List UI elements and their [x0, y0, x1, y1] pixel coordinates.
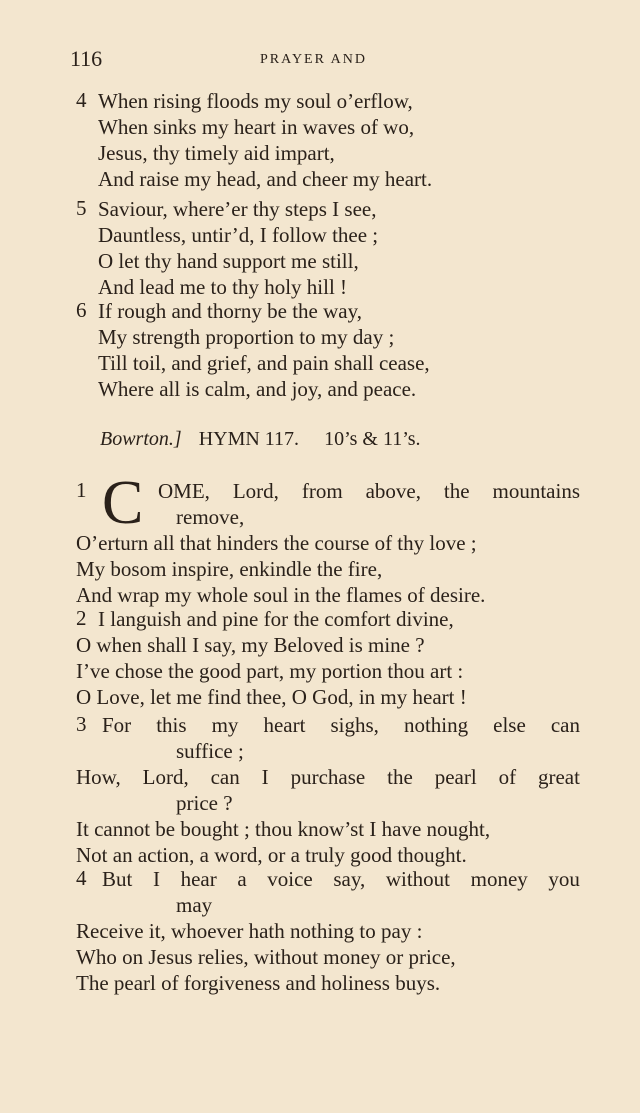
- word: hear: [180, 867, 217, 891]
- verse-line-continuation: may: [176, 893, 213, 917]
- hymn-stanza-1: [76, 469, 580, 608]
- hymn-title: HYMN 117.: [198, 428, 300, 450]
- verse-line: It cannot be bought ; thou know’st I have nought,: [76, 817, 491, 841]
- verse-line-continuation: remove,: [176, 505, 245, 529]
- verse-line-text: [76, 764, 580, 790]
- word: OME,: [158, 479, 210, 503]
- word: How,: [76, 765, 121, 789]
- hymn-stanza-3: [76, 712, 580, 868]
- verse-line: The pearl of forgiveness and holiness buys.: [76, 971, 441, 995]
- word: a: [237, 867, 247, 891]
- word: from: [301, 479, 343, 503]
- hymn-stanza-4: [76, 866, 580, 996]
- word: mountains: [492, 479, 580, 503]
- verse-line: I’ve chose the good part, my portion thou art :: [76, 659, 464, 683]
- verse-line-text: [102, 866, 580, 892]
- verse-line: O Love, let me find thee, O God, in my heart !: [76, 685, 467, 709]
- verse-line: Who on Jesus relies, without money or price,: [76, 945, 456, 969]
- tune-name: Bowrton.]: [100, 428, 182, 450]
- word: can: [550, 713, 580, 737]
- drop-cap: C: [102, 469, 144, 537]
- verse-line: And raise my head, and cheer my heart.: [98, 167, 433, 191]
- word: can: [210, 765, 240, 789]
- word: heart: [263, 713, 306, 737]
- hymn-heading: [100, 428, 500, 451]
- verse-line: [76, 712, 580, 738]
- verse-line: O when shall I say, my Beloved is mine ?: [76, 633, 425, 657]
- verse-line: And wrap my whole soul in the flames of desire.: [76, 583, 486, 607]
- hymn-meter: 10’s & 11’s.: [324, 428, 421, 450]
- verse-line: When sinks my heart in waves of wo,: [98, 115, 415, 139]
- verse-line: My strength proportion to my day ;: [98, 325, 395, 349]
- verse-line: Dauntless, untir’d, I follow thee ;: [98, 223, 379, 247]
- stanza-prev-6: [76, 298, 596, 402]
- stanza-prev-5: [76, 196, 596, 300]
- running-head: PRAYER AND: [260, 52, 368, 67]
- verse-line: [76, 866, 580, 892]
- verse-line-continuation: suffice ;: [176, 739, 244, 763]
- verse-line: My bosom inspire, enkindle the fire,: [76, 557, 383, 581]
- word: For: [102, 713, 132, 737]
- verse-line: Not an action, a word, or a truly good thought.: [76, 843, 467, 867]
- word: But: [102, 867, 133, 891]
- page-header: [70, 46, 590, 76]
- verse-line: Jesus, thy timely aid impart,: [98, 141, 335, 165]
- verse-line: When rising floods my soul o’erflow,: [98, 89, 413, 113]
- word: my: [211, 713, 239, 737]
- word: great: [537, 765, 580, 789]
- word: the: [443, 479, 470, 503]
- verse-line: O let thy hand support me still,: [98, 249, 359, 273]
- word: Lord,: [142, 765, 189, 789]
- stanza-number: 4: [76, 88, 87, 112]
- stanza-number: 5: [76, 196, 87, 220]
- word: of: [498, 765, 517, 789]
- verse-line-text: [158, 478, 580, 504]
- word: voice: [267, 867, 313, 891]
- word: you: [548, 867, 580, 891]
- verse-line: [76, 764, 580, 790]
- word: say,: [333, 867, 366, 891]
- verse-line: And lead me to thy holy hill !: [98, 275, 348, 299]
- verse-line: If rough and thorny be the way,: [98, 299, 362, 323]
- stanza-number: 2: [76, 606, 87, 630]
- verse-line: O’erturn all that hinders the course of thy love ;: [76, 531, 477, 555]
- word: this: [156, 713, 187, 737]
- verse-line: I languish and pine for the comfort divine,: [98, 607, 454, 631]
- word: the: [387, 765, 413, 789]
- verse-line: Saviour, where’er thy steps I see,: [98, 197, 377, 221]
- stanza-prev-4: [76, 88, 596, 192]
- stanza-number: 1: [76, 478, 87, 502]
- word: sighs,: [330, 713, 379, 737]
- word: Lord,: [232, 479, 279, 503]
- word: nothing: [403, 713, 469, 737]
- word: pearl: [434, 765, 477, 789]
- stanza-number: 4: [76, 866, 87, 890]
- page-number: 116: [70, 46, 103, 71]
- verse-line: Receive it, whoever hath nothing to pay :: [76, 919, 423, 943]
- verse-line: Till toil, and grief, and pain shall cease,: [98, 351, 430, 375]
- word: else: [493, 713, 526, 737]
- word: money: [470, 867, 528, 891]
- word: without: [385, 867, 451, 891]
- stanza-number: 6: [76, 298, 87, 322]
- verse-line: Where all is calm, and joy, and peace.: [98, 377, 417, 401]
- hymn-stanza-2: [76, 606, 580, 710]
- word: above,: [365, 479, 421, 503]
- verse-line: [76, 478, 580, 504]
- verse-line-text: [102, 712, 580, 738]
- word: I: [152, 867, 160, 891]
- word: purchase: [290, 765, 366, 789]
- verse-line-continuation: price ?: [176, 791, 233, 815]
- word: I: [261, 765, 269, 789]
- stanza-number: 3: [76, 712, 87, 736]
